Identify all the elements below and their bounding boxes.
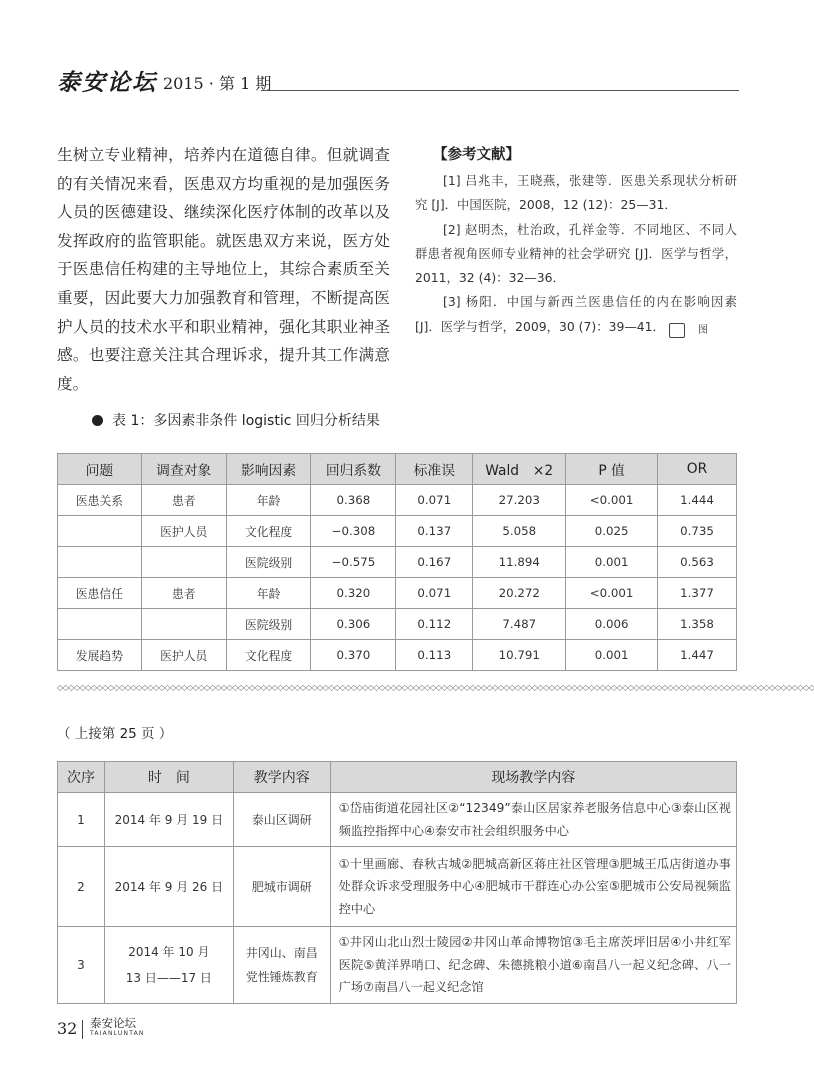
table-cell: 1.377 <box>658 578 737 609</box>
table-row <box>58 640 737 671</box>
table-cell: 医院级别 <box>226 609 311 640</box>
table-cell: 0.071 <box>396 485 473 516</box>
table-cell: 泰山区调研 <box>233 793 330 847</box>
table-cell <box>58 547 142 578</box>
table-cell: 医护人员 <box>141 516 226 547</box>
footer-journal-name: 泰安论坛 <box>90 1016 136 1030</box>
table-cell: 患者 <box>141 578 226 609</box>
table-cell: 2014 年 9 月 26 日 <box>104 847 233 927</box>
table-cell: −0.308 <box>311 516 396 547</box>
header-cell: 教学内容 <box>233 762 330 793</box>
table-cell: 文化程度 <box>226 640 311 671</box>
table-cell: −0.575 <box>311 547 396 578</box>
table-cell: 井冈山、南昌党性锤炼教育 <box>233 927 330 1004</box>
table-row <box>58 578 737 609</box>
footer-journal-name-en: TAIANLUNTAN <box>90 1030 145 1037</box>
header-cell: 调查对象 <box>141 454 226 485</box>
table-cell: 2 <box>58 847 105 927</box>
table-cell: 0.306 <box>311 609 396 640</box>
page-number: 32 <box>57 1019 78 1038</box>
header-cell: 现场教学内容 <box>330 762 736 793</box>
continued-note: （ 上接第 25 页 ） <box>57 726 173 742</box>
footer-divider <box>82 1020 83 1039</box>
bullet-icon <box>92 415 103 426</box>
table-row <box>58 793 737 847</box>
table-cell <box>58 609 142 640</box>
table-cell: 10.791 <box>473 640 566 671</box>
table-header-row <box>58 454 737 485</box>
table-cell: 5.058 <box>473 516 566 547</box>
table-cell: 0.735 <box>658 516 737 547</box>
table-cell: 年龄 <box>226 485 311 516</box>
section-divider: ◇◇◇◇◇◇◇◇◇◇◇◇◇◇◇◇◇◇◇◇◇◇◇◇◇◇◇◇◇◇◇◇◇◇◇◇◇◇◇◇◇◇◇◇◇◇◇◇◇◇◇◇◇◇◇◇◇◇◇◇◇◇◇◇◇◇◇◇◇◇◇◇◇◇◇◇◇◇◇◇◇◇◇◇◇◇◇◇◇◇◇◇◇◇◇◇◇◇◇◇◇◇◇◇◇◇◇◇◇◇◇◇◇◇◇◇◇◇◇◇◇◇◇◇◇◇◇◇◇◇◇◇◇◇ <box>57 683 814 692</box>
table-row <box>58 847 737 927</box>
table-cell: 0.370 <box>311 640 396 671</box>
table-cell: 0.167 <box>396 547 473 578</box>
table-cell: 肥城市调研 <box>233 847 330 927</box>
table-cell: 文化程度 <box>226 516 311 547</box>
table-cell: 0.112 <box>396 609 473 640</box>
end-mark-icon: 图 <box>669 323 685 338</box>
table-cell: 2014 年 9 月 19 日 <box>104 793 233 847</box>
table-cell: 0.006 <box>566 609 658 640</box>
table-cell: 0.137 <box>396 516 473 547</box>
table-cell: 27.203 <box>473 485 566 516</box>
table-cell: ①井冈山北山烈士陵园②井冈山革命博物馆③毛主席茨坪旧居④小井红军医院⑤黄洋界哨口、纪念碑、朱德挑粮小道⑥南昌八一起义纪念碑、八一广场⑦南昌八一起义纪念馆 <box>330 927 736 1004</box>
teaching-schedule-table <box>57 761 737 1004</box>
header-cell: 影响因素 <box>226 454 311 485</box>
header-cell: OR <box>658 454 737 485</box>
table-cell: 0.001 <box>566 640 658 671</box>
table-cell <box>141 547 226 578</box>
header-cell: 次序 <box>58 762 105 793</box>
header-cell: 问题 <box>58 454 142 485</box>
header-rule <box>261 90 739 91</box>
table-cell: <0.001 <box>566 485 658 516</box>
table-cell: 发展趋势 <box>58 640 142 671</box>
table-cell: 1.358 <box>658 609 737 640</box>
table-cell <box>141 609 226 640</box>
table-cell: 0.320 <box>311 578 396 609</box>
table-cell: 年龄 <box>226 578 311 609</box>
table-cell: 患者 <box>141 485 226 516</box>
body-text-column <box>57 141 390 398</box>
regression-table <box>57 453 737 671</box>
table-row <box>58 547 737 578</box>
table1-caption <box>92 410 380 432</box>
table-cell: 0.113 <box>396 640 473 671</box>
table-cell: <0.001 <box>566 578 658 609</box>
table-cell: 2014 年 10 月 13 日——17 日 <box>104 927 233 1004</box>
table-cell: 0.563 <box>658 547 737 578</box>
page-header <box>57 68 739 98</box>
reference-item: [2] 赵明杰，杜治政，孔祥金等．不同地区、不同人群患者视角医师专业精神的社会学研究 [J]．医学与哲学，2011，32 (4)：32—36． <box>415 221 737 286</box>
table-cell: 医患关系 <box>58 485 142 516</box>
table-cell <box>58 516 142 547</box>
table-cell: 1 <box>58 793 105 847</box>
table-header-row <box>58 762 737 793</box>
table-cell: 3 <box>58 927 105 1004</box>
table-cell: 医院级别 <box>226 547 311 578</box>
reference-item: [3] 杨阳．中国与新西兰医患信任的内在影响因素 [J]．医学与哲学，2009，30 (7)：39—41． 图 <box>415 294 737 336</box>
table-row <box>58 485 737 516</box>
table-row <box>58 516 737 547</box>
table-cell: 1.447 <box>658 640 737 671</box>
header-cell: P 值 <box>566 454 658 485</box>
table-cell: 0.368 <box>311 485 396 516</box>
header-cell: Wald ×2 <box>473 454 566 485</box>
issue-label: 2015 · 第 1 期 <box>163 74 272 93</box>
header-cell: 时 间 <box>104 762 233 793</box>
table-cell: 20.272 <box>473 578 566 609</box>
table-cell: 11.894 <box>473 547 566 578</box>
table-cell: 7.487 <box>473 609 566 640</box>
table-row <box>58 609 737 640</box>
header-cell: 回归系数 <box>311 454 396 485</box>
table-cell: ①岱庙街道花园社区②“12349”泰山区居家养老服务信息中心③泰山区视频监控指挥中心④泰安市社会组织服务中心 <box>330 793 736 847</box>
table-cell: 医患信任 <box>58 578 142 609</box>
reference-item: [1] 吕兆丰，王晓燕，张建等．医患关系现状分析研究 [J]．中国医院，2008，12 (12)：25—31． <box>415 173 737 213</box>
table-cell: ①十里画廊、春秋古城②肥城高新区蒋庄社区管理③肥城王瓜店街道办事处群众诉求受理服务中心④肥城市干群连心办公室⑤肥城市公安局视频监控中心 <box>330 847 736 927</box>
table-cell: 1.444 <box>658 485 737 516</box>
table1-caption-text: 表 1：多因素非条件 logistic 回归分析结果 <box>112 413 380 429</box>
table-cell: 医护人员 <box>141 640 226 671</box>
references-title: 【参考文献】 <box>433 147 520 163</box>
table-cell: 0.025 <box>566 516 658 547</box>
table-cell: 0.001 <box>566 547 658 578</box>
body-paragraph: 生树立专业精神，培养内在道德自律。但就调查的有关情况来看，医患双方均重视的是加强医务人员的医德建设、继续深化医疗体制的改革以及发挥政府的监管职能。就医患双方来说，医方处于医患信任构建的主导地位上，其综合素质至关重要，因此要大力加强教育和管理，不断提高医护人员的技术水平和职业精神，强化其职业神圣感。也要注意关注其合理诉求，提升其工作满意度。 <box>57 146 390 393</box>
references-section <box>415 141 737 339</box>
table-cell: 0.071 <box>396 578 473 609</box>
table-row <box>58 927 737 1004</box>
journal-logo: 泰安论坛 <box>57 69 157 96</box>
header-cell: 标准误 <box>396 454 473 485</box>
